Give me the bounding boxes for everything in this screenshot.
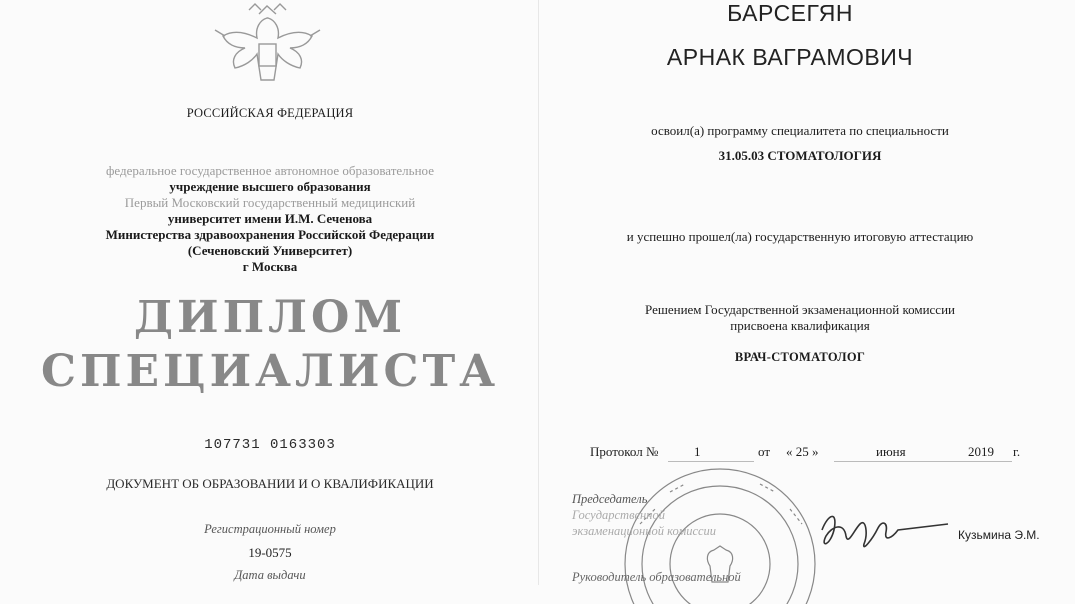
chairman-line: экзаменационной комиссии — [572, 524, 717, 538]
chairman-label — [572, 491, 722, 539]
specialty: 31.05.03 СТОМАТОЛОГИЯ — [718, 148, 882, 163]
commission-decision — [560, 302, 1040, 334]
protocol-day: « 25 » — [786, 444, 819, 459]
institution-line: Министерства здравоохранения Российской Федерации — [105, 227, 435, 242]
institution-line: университет имени И.М. Сеченова — [167, 211, 373, 226]
protocol-month: июня — [876, 444, 906, 459]
protocol-year: 2019 — [968, 444, 994, 459]
qualification: ВРАЧ-СТОМАТОЛОГ — [734, 350, 866, 364]
institution-line: Первый Московский государственный медицинский — [124, 195, 416, 210]
double-headed-eagle-emblem — [205, 0, 330, 92]
chairman-name: Кузьмина Э.М. — [958, 528, 1040, 542]
country-name: РОССИЙСКАЯ ФЕДЕРАЦИЯ — [186, 106, 354, 120]
program-statement: освоил(а) программу специалитета по специальности — [651, 123, 949, 138]
institution-line: федеральное государственное автономное образовательное — [106, 163, 434, 178]
institution-line: г Москва — [242, 259, 298, 274]
graduate-surname: БАРСЕГЯН — [727, 0, 853, 26]
diploma-title: ДИПЛОМ — [133, 292, 407, 343]
registration-label: Регистрационный номер — [204, 522, 336, 536]
graduate-name: АРНАК ВАГРАМОВИЧ — [666, 44, 914, 70]
page-fold — [538, 0, 539, 585]
serial-number: 107731 0163303 — [204, 437, 336, 453]
decision-line: Решением Государственной экзаменационной комиссии — [645, 302, 955, 317]
institution-line: учреждение высшего образования — [169, 179, 371, 194]
underline — [942, 461, 1012, 462]
issue-date-label: Дата выдачи — [234, 568, 306, 582]
decision-line: присвоена квалификация — [730, 318, 870, 333]
institution-line: (Сеченовский Университет) — [187, 243, 353, 258]
protocol-from: от — [758, 444, 771, 459]
registration-number: 19-0575 — [248, 545, 292, 560]
protocol-label: Протокол № — [590, 444, 659, 459]
institution-block — [80, 163, 460, 275]
diploma-subtitle: СПЕЦИАЛИСТА — [40, 346, 500, 397]
head-label: Руководитель образовательной — [572, 570, 741, 584]
attestation-statement: и успешно прошел(ла) государственную итоговую аттестацию — [626, 229, 974, 244]
document-type: ДОКУМЕНТ ОБ ОБРАЗОВАНИИ И О КВАЛИФИКАЦИИ — [106, 476, 434, 491]
chairman-line: Председатель — [572, 492, 648, 506]
protocol-year-suffix: г. — [1013, 444, 1021, 459]
protocol-number: 1 — [694, 444, 701, 459]
chairman-line: Государственной — [572, 508, 665, 522]
handwritten-signature — [808, 500, 958, 560]
